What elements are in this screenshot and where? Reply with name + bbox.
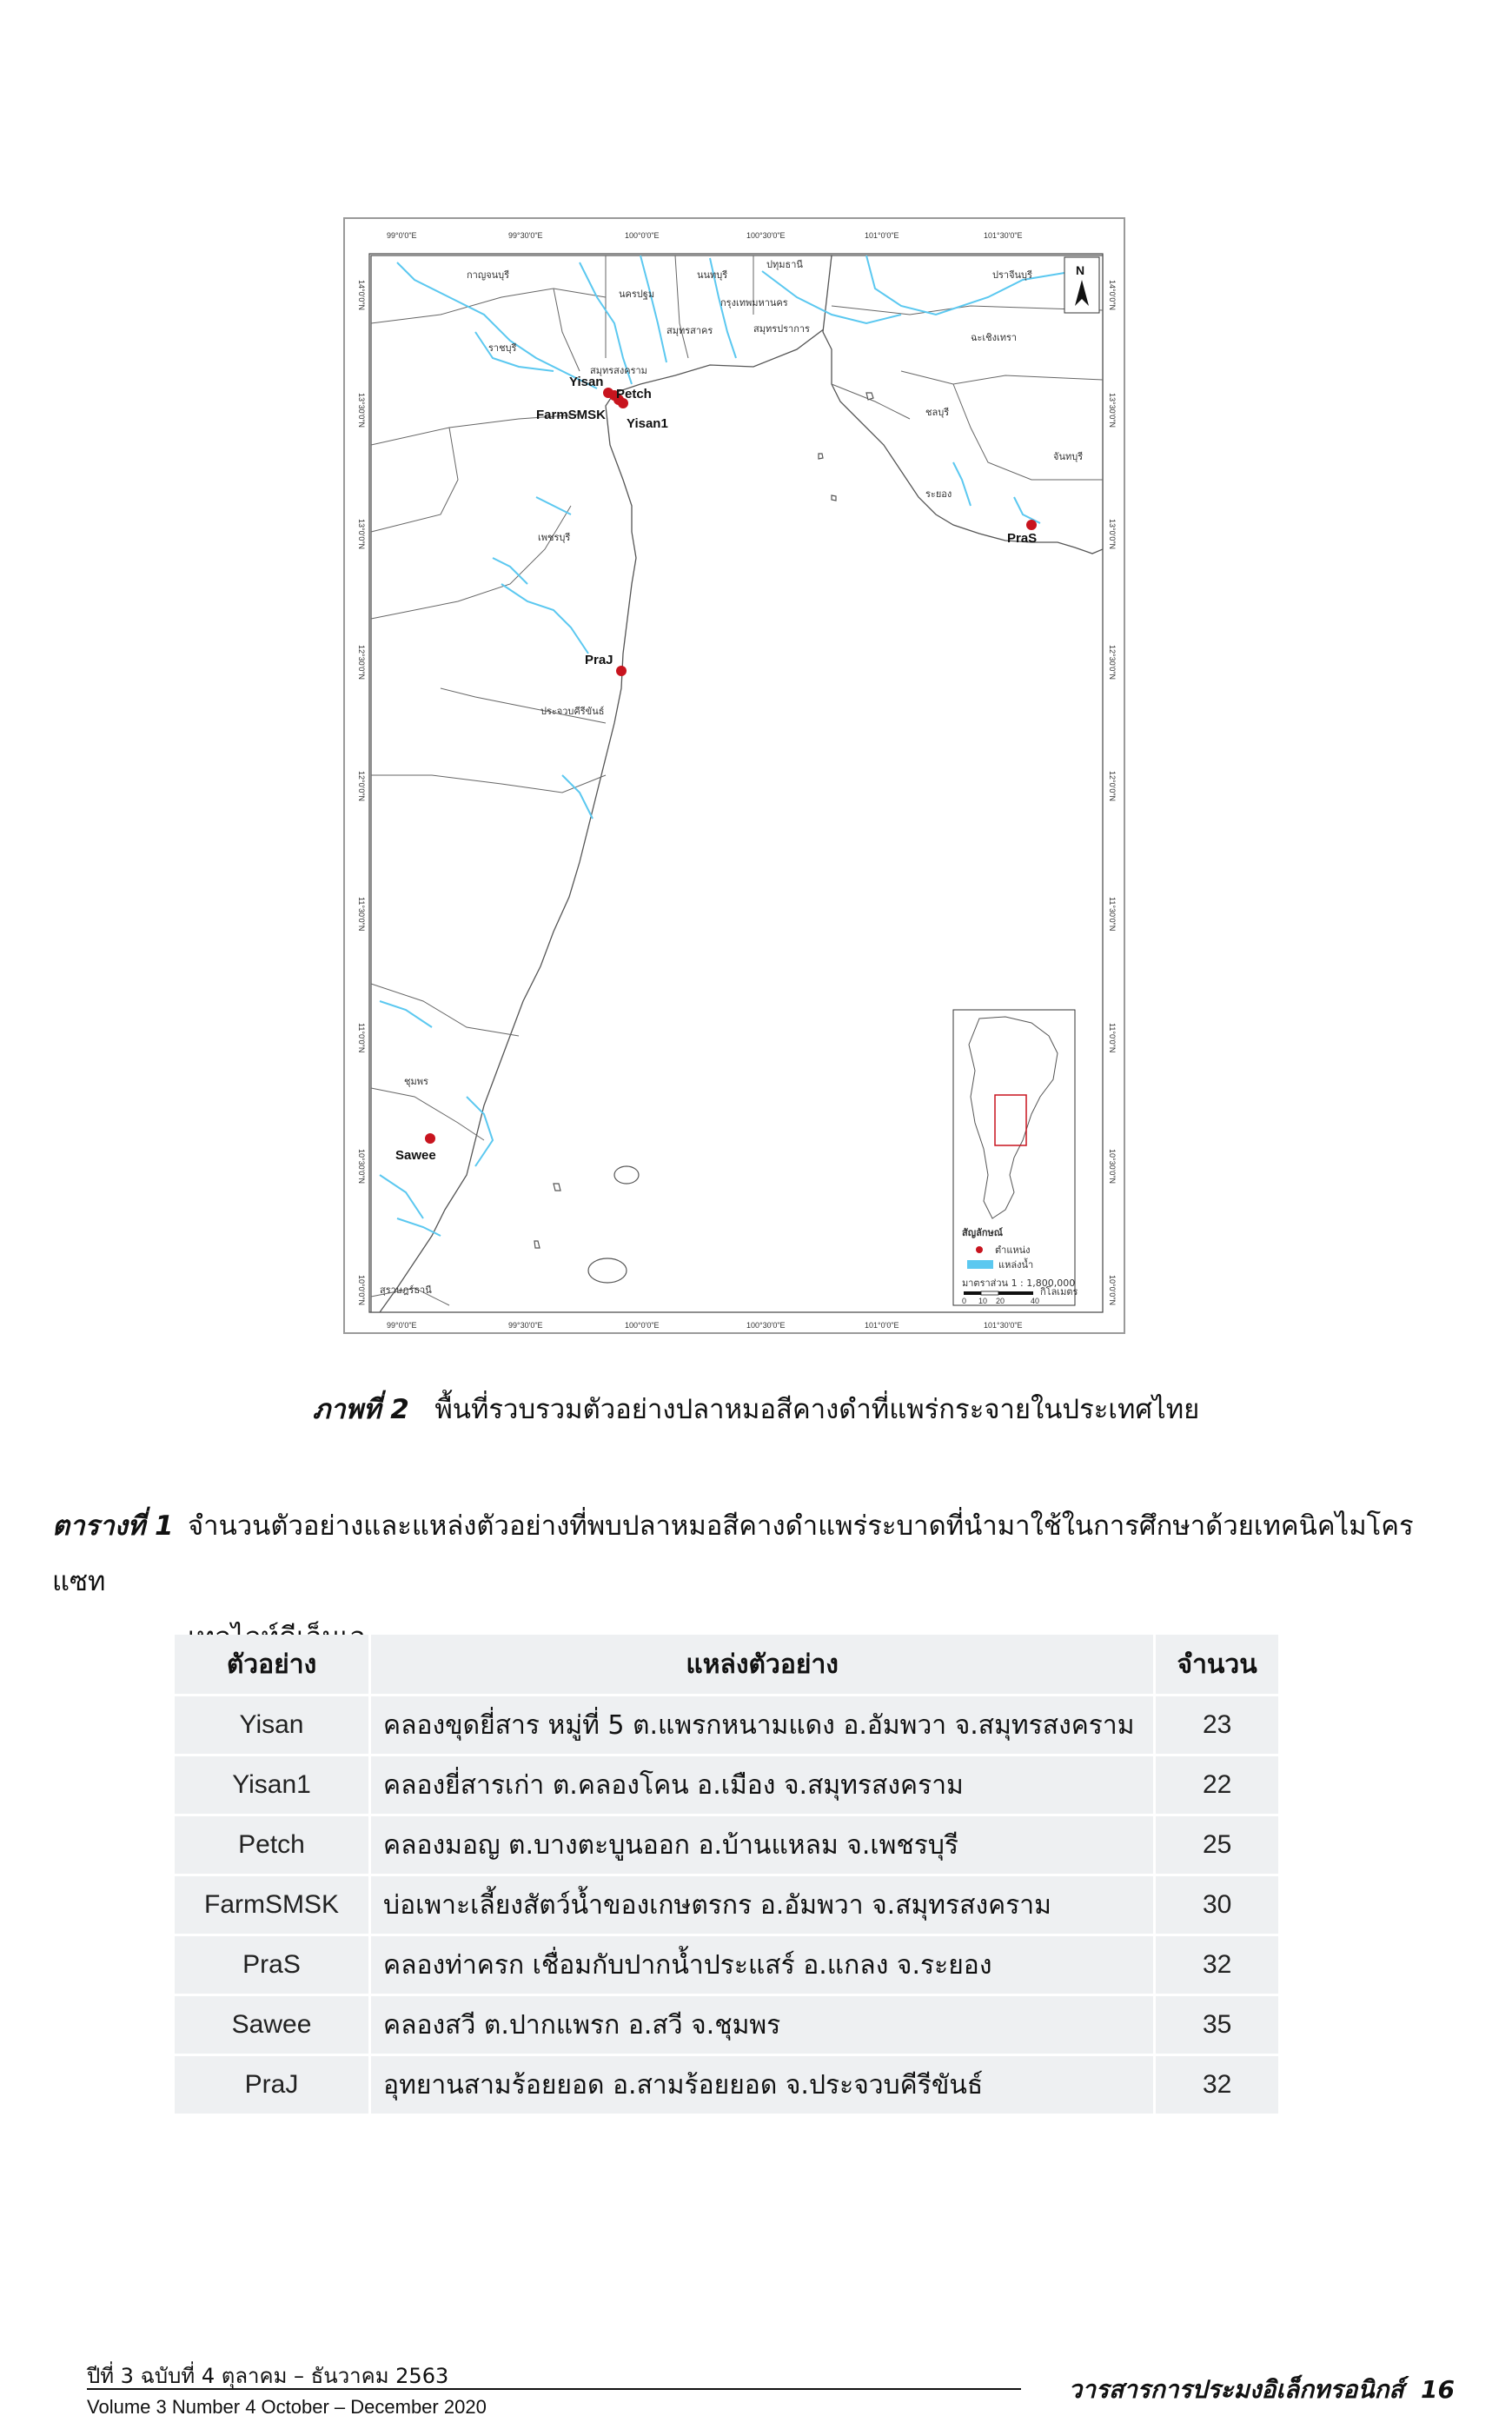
header-source: แหล่งตัวอย่าง	[371, 1635, 1153, 1694]
svg-text:10°30'0"N: 10°30'0"N	[1108, 1149, 1117, 1185]
svg-text:10: 10	[978, 1297, 988, 1305]
page-number: 16	[1421, 2375, 1455, 2404]
svg-text:12°30'0"N: 12°30'0"N	[357, 645, 366, 680]
svg-text:100°30'0"E: 100°30'0"E	[746, 1321, 786, 1330]
svg-text:10°0'0"N: 10°0'0"N	[357, 1275, 366, 1306]
svg-text:99°0'0"E: 99°0'0"E	[387, 231, 417, 240]
study-area-map	[343, 217, 1125, 1334]
figure-caption-text: พื้นที่รวบรวมตัวอย่างปลาหมอสีคางดำที่แพร่กระจายในประเทศไทย	[434, 1394, 1200, 1425]
svg-text:สมุทรสาคร: สมุทรสาคร	[666, 325, 713, 336]
table-row	[175, 1996, 1278, 2054]
svg-text:กิโลเมตร: กิโลเมตร	[1040, 1286, 1078, 1297]
lat-ticks-left	[357, 280, 366, 1305]
table-row	[175, 1696, 1278, 1754]
figure-caption	[0, 1387, 1512, 1430]
svg-text:ชุมพร: ชุมพร	[404, 1076, 428, 1087]
svg-text:13°30'0"N: 13°30'0"N	[1108, 393, 1117, 428]
source-cell: คลองยี่สารเก่า ต.คลองโคน อ.เมือง จ.สมุทรสงคราม	[371, 1756, 1153, 1814]
svg-text:40: 40	[1031, 1297, 1040, 1305]
site-label-petch: Petch	[616, 387, 652, 402]
source-cell: บ่อเพาะเลี้ยงสัตว์น้ำของเกษตรกร อ.อัมพวา จ.สมุทรสงคราม	[371, 1876, 1153, 1934]
samples-table	[172, 1632, 1281, 2116]
svg-text:สุราษฎร์ธานี: สุราษฎร์ธานี	[380, 1284, 432, 1296]
sample-cell: Petch	[175, 1816, 368, 1874]
journal-name: วารสารการประมงอิเล็กทรอนิกส์	[1068, 2375, 1404, 2404]
svg-text:0: 0	[962, 1297, 967, 1305]
svg-text:100°0'0"E: 100°0'0"E	[625, 231, 660, 240]
header-sample: ตัวอย่าง	[175, 1635, 368, 1694]
svg-text:10°0'0"N: 10°0'0"N	[1108, 1275, 1117, 1306]
svg-text:เพชรบุรี: เพชรบุรี	[538, 532, 571, 543]
svg-text:13°30'0"N: 13°30'0"N	[357, 393, 366, 428]
header-count: จำนวน	[1156, 1635, 1278, 1694]
table-row	[175, 2056, 1278, 2114]
svg-text:11°0'0"N: 11°0'0"N	[1108, 1023, 1117, 1053]
svg-text:99°0'0"E: 99°0'0"E	[387, 1321, 417, 1330]
footer-issue-english: Volume 3 Number 4 October – December 2020	[87, 2396, 487, 2418]
table-caption-line1: จำนวนตัวอย่างและแหล่งตัวอย่างที่พบปลาหมอสีคางดำแพร่ระบาดที่นำมาใช้ในการศึกษาด้วยเทคนิคไมโครแซท	[52, 1510, 1414, 1597]
site-point-pras	[1026, 520, 1037, 530]
lon-ticks-top	[387, 231, 1023, 240]
svg-text:กรุงเทพมหานคร: กรุงเทพมหานคร	[720, 297, 788, 309]
svg-text:100°30'0"E: 100°30'0"E	[746, 231, 786, 240]
svg-text:ชลบุรี: ชลบุรี	[925, 407, 950, 418]
svg-text:ปราจีนบุรี: ปราจีนบุรี	[992, 269, 1032, 281]
source-cell: คลองมอญ ต.บางตะบูนออก อ.บ้านแหลม จ.เพชรบุรี	[371, 1816, 1153, 1874]
map-canvas	[345, 219, 1127, 1336]
site-point-sawee	[425, 1133, 435, 1144]
table-header-row	[175, 1635, 1278, 1694]
svg-text:กาญจนบุรี: กาญจนบุรี	[467, 269, 510, 281]
source-cell: คลองสวี ต.ปากแพรก อ.สวี จ.ชุมพร	[371, 1996, 1153, 2054]
lon-ticks-bottom	[387, 1321, 1023, 1330]
svg-text:ราชบุรี: ราชบุรี	[488, 342, 517, 354]
svg-text:สมุทรสงคราม: สมุทรสงคราม	[590, 365, 647, 376]
svg-text:101°0'0"E: 101°0'0"E	[865, 1321, 899, 1330]
count-cell: 25	[1156, 1816, 1278, 1874]
source-cell: คลองขุดยี่สาร หมู่ที่ 5 ต.แพรกหนามแดง อ.อัมพวา จ.สมุทรสงคราม	[371, 1696, 1153, 1754]
svg-text:นครปฐม: นครปฐม	[619, 289, 655, 300]
svg-text:ฉะเชิงเทรา: ฉะเชิงเทรา	[971, 332, 1018, 343]
svg-text:จันทบุรี: จันทบุรี	[1053, 451, 1084, 462]
source-cell: คลองท่าครก เชื่อมกับปากน้ำประแสร์ อ.แกลง จ.ระยอง	[371, 1936, 1153, 1994]
svg-text:สมุทรปราการ: สมุทรปราการ	[753, 323, 810, 335]
north-arrow-icon	[1064, 257, 1099, 313]
svg-text:101°0'0"E: 101°0'0"E	[865, 231, 899, 240]
table-row	[175, 1936, 1278, 1994]
site-label-farmsmsk: FarmSMSK	[536, 408, 607, 422]
svg-text:12°0'0"N: 12°0'0"N	[357, 771, 366, 802]
count-cell: 23	[1156, 1696, 1278, 1754]
svg-text:99°30'0"E: 99°30'0"E	[508, 1321, 543, 1330]
site-label-praj: PraJ	[585, 653, 613, 667]
svg-text:แหล่งน้ำ: แหล่งน้ำ	[998, 1259, 1034, 1271]
site-label-yisan: Yisan	[569, 375, 604, 389]
svg-text:100°0'0"E: 100°0'0"E	[625, 1321, 660, 1330]
table-row	[175, 1876, 1278, 1934]
svg-text:14°0'0"N: 14°0'0"N	[1108, 280, 1117, 311]
svg-text:11°30'0"N: 11°30'0"N	[357, 897, 366, 932]
svg-text:14°0'0"N: 14°0'0"N	[357, 280, 366, 311]
source-cell: อุทยานสามร้อยยอด อ.สามร้อยยอด จ.ประจวบคีรีขันธ์	[371, 2056, 1153, 2114]
count-cell: 32	[1156, 1936, 1278, 1994]
sample-cell: FarmSMSK	[175, 1876, 368, 1934]
svg-text:101°30'0"E: 101°30'0"E	[984, 231, 1023, 240]
svg-text:ระยอง: ระยอง	[925, 488, 952, 500]
sample-cell: Yisan	[175, 1696, 368, 1754]
svg-text:12°0'0"N: 12°0'0"N	[1108, 771, 1117, 802]
svg-text:N: N	[1076, 263, 1085, 277]
svg-text:ประจวบคีรีขันธ์: ประจวบคีรีขันธ์	[540, 706, 605, 717]
sample-cell: Yisan1	[175, 1756, 368, 1814]
sample-cell: PraJ	[175, 2056, 368, 2114]
svg-text:ตำแหน่ง: ตำแหน่ง	[995, 1244, 1031, 1256]
footer-issue-thai: ปีที่ 3 ฉบับที่ 4 ตุลาคม – ธันวาคม 2563	[87, 2364, 449, 2388]
count-cell: 32	[1156, 2056, 1278, 2114]
legend-point-icon	[976, 1246, 983, 1253]
svg-text:13°0'0"N: 13°0'0"N	[357, 519, 366, 550]
svg-text:20: 20	[996, 1297, 1005, 1305]
svg-text:สัญลักษณ์: สัญลักษณ์	[962, 1227, 1003, 1238]
figure-label: ภาพที่ 2	[312, 1394, 409, 1425]
site-point-praj	[616, 666, 627, 676]
svg-text:10°30'0"N: 10°30'0"N	[357, 1149, 366, 1185]
svg-text:11°0'0"N: 11°0'0"N	[357, 1023, 366, 1053]
svg-text:12°30'0"N: 12°30'0"N	[1108, 645, 1117, 680]
svg-text:13°0'0"N: 13°0'0"N	[1108, 519, 1117, 550]
sample-cell: PraS	[175, 1936, 368, 1994]
site-label-sawee: Sawee	[395, 1148, 436, 1163]
site-label-pras: PraS	[1007, 531, 1038, 546]
count-cell: 30	[1156, 1876, 1278, 1934]
svg-text:ปทุมธานี: ปทุมธานี	[766, 259, 803, 270]
table-label: ตารางที่ 1	[52, 1510, 174, 1542]
map-legend	[953, 1010, 1078, 1305]
svg-text:101°30'0"E: 101°30'0"E	[984, 1321, 1023, 1330]
table-row	[175, 1816, 1278, 1874]
footer-rule	[87, 2388, 1021, 2390]
sample-cell: Sawee	[175, 1996, 368, 2054]
svg-text:นนทบุรี: นนทบุรี	[697, 269, 728, 281]
count-cell: 22	[1156, 1756, 1278, 1814]
lat-ticks-right	[1108, 280, 1117, 1305]
svg-text:99°30'0"E: 99°30'0"E	[508, 231, 543, 240]
legend-water-swatch	[967, 1260, 993, 1269]
footer-journal	[1069, 2371, 1456, 2409]
table-row	[175, 1756, 1278, 1814]
count-cell: 35	[1156, 1996, 1278, 2054]
svg-text:มาตราส่วน 1 : 1,800,000: มาตราส่วน 1 : 1,800,000	[962, 1278, 1076, 1289]
site-label-yisan1: Yisan1	[627, 416, 668, 431]
svg-text:11°30'0"N: 11°30'0"N	[1108, 897, 1117, 932]
